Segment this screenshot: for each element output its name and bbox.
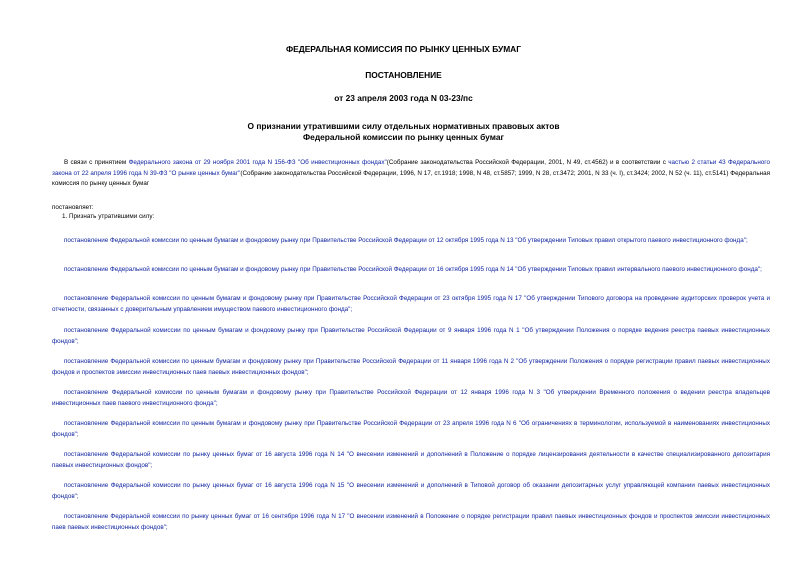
resolves-label: постановляет: bbox=[52, 204, 94, 211]
point-1-label: 1. Признать утратившими силу: bbox=[62, 213, 155, 220]
repealed-act-link[interactable]: постановление Федеральной комиссии по ценным бумагам и фондовому рынку при Правительстве Российской Федерации от 16 октября 1995 года N 14 "Об утверждении Типовых правил интервального паевого инвестиционного фонда"; bbox=[64, 266, 762, 273]
repealed-act-link[interactable]: постановление Федеральной комиссии по ценным бумагам и фондовому рынку при Правительстве Российской Федерации от 23 апреля 1996 года N 6 "Об ограничениях в терминологии, используемой в наименованиях инвестиционных фондов"; bbox=[52, 420, 770, 438]
federal-law-39-link[interactable]: частью 2 статьи 43 Федерального закона от 22 апреля 1996 года N 39-ФЗ "О рынке ценных бумаг" bbox=[52, 159, 770, 177]
repealed-act-link[interactable]: постановление Федеральной комиссии по ценным бумагам и фондовому рынку при Правительстве Российской Федерации от 12 января 1996 года N 3 "Об утверждении Временного положения о ведении реестра владельцев инвестиционных паев паевого инвестиционного фонда"; bbox=[52, 389, 770, 407]
repealed-act-link[interactable]: постановление Федеральной комиссии по рынку ценных бумаг от 16 августа 1996 года N 15 "О внесении изменений и дополнений в Типовой договор об оказании депозитарных услуг управляющей компании паевых инвестиционных фондов"; bbox=[52, 482, 770, 500]
document-title-line-2: Федеральной комиссии по рынку ценных бумаг bbox=[303, 132, 504, 142]
preamble-paragraph bbox=[52, 158, 770, 190]
repealed-act-link[interactable]: постановление Федеральной комиссии по рынку ценных бумаг от 16 сентября 1996 года N 17 "О внесении изменений в Положение о порядке регистрации правил паевых инвестиционных фондов и проспектов эмиссии инвестиционных паев паевых инвестиционных фондов"; bbox=[52, 513, 770, 531]
repealed-act-link[interactable]: постановление Федеральной комиссии по ценным бумагам и фондовому рынку при Правительстве Российской Федерации от 12 октября 1995 года N 13 "Об утверждении Типовых правил открытого паевого инвестиционного фонда"; bbox=[64, 237, 748, 244]
repealed-act-link[interactable]: постановление Федеральной комиссии по ценным бумагам и фондовому рынку при Правительстве Российской Федерации от 9 января 1996 года N 1 "Об утверждении Положения о порядке ведения реестра паевых инвестиционных фондов"; bbox=[52, 327, 770, 345]
repealed-act-link[interactable]: постановление Федеральной комиссии по ценным бумагам и фондовому рынку при Правительстве Российской Федерации от 23 октября 1995 года N 17 "Об утверждении Типового договора на проведение аудиторских проверок учета и отчетности, связанных с доверительным управлением имуществом паевого инвестиционного фонда"; bbox=[52, 295, 770, 313]
repealed-act-link[interactable]: постановление Федеральной комиссии по рынку ценных бумаг от 16 августа 1996 года N 14 "О внесении изменений и дополнений в Положение о порядке лицензирования деятельности в качестве специализированного депозитария паевых инвестиционных фондов"; bbox=[52, 451, 770, 469]
preamble-text-3: (Собрание законодательства Российской Федерации, 1996, N 17, ст.1918; 1998, N 48, ст.5857; 1999, N 28, ст.3472; 2001, N 33 (ч. I), ст.3424; 2002, N 52 (ч. 11), ст.5141) Федеральная комиссия по рынку ценных бумаг bbox=[52, 169, 770, 187]
document-type: ПОСТАНОВЛЕНИЕ bbox=[365, 70, 442, 80]
document-title-line-1: О признании утратившими силу отдельных нормативных правовых актов bbox=[247, 121, 560, 131]
document-date-number: от 23 апреля 2003 года N 03-23/пс bbox=[334, 93, 473, 103]
agency-heading: ФЕДЕРАЛЬНАЯ КОМИССИЯ ПО РЫНКУ ЦЕННЫХ БУМАГ bbox=[286, 44, 521, 54]
repealed-act-link[interactable]: постановление Федеральной комиссии по ценным бумагам и фондовому рынку при Правительстве Российской Федерации от 11 января 1996 года N 2 "Об утверждении Положения о порядке регистрации правил паевых инвестиционных фондов и проспектов эмиссии инвестиционных паев паевых инвестиционных фондов"; bbox=[52, 358, 770, 376]
preamble-text-1: В связи с принятием bbox=[64, 159, 129, 166]
federal-law-156-link[interactable]: Федерального закона от 29 ноября 2001 года N 156-ФЗ "Об инвестиционных фондах" bbox=[128, 159, 387, 166]
preamble-text-2: (Собрание законодательства Российской Федерации, 2001, N 49, ст.4562) и в соответствии с bbox=[386, 159, 669, 166]
